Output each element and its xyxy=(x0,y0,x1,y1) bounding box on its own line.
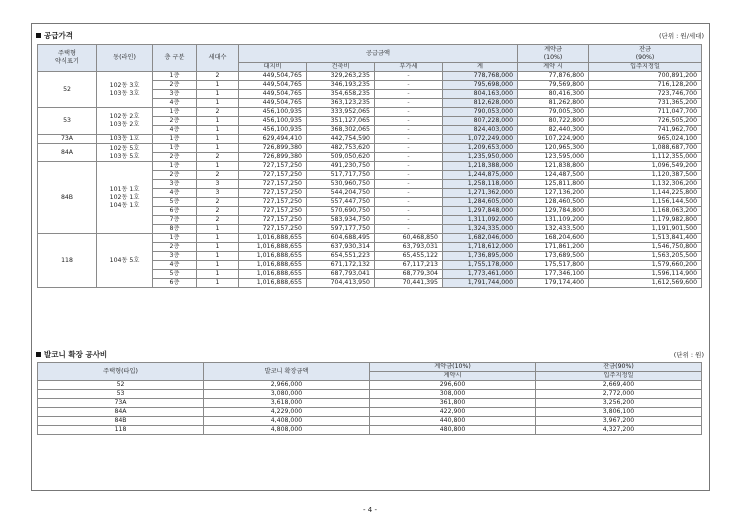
building-label: 103동 2호 xyxy=(109,121,140,128)
section1-unit: (단위 : 원/세대) xyxy=(659,32,704,40)
type-cell: 118 xyxy=(38,234,97,288)
cell: 570,690,750 xyxy=(307,207,375,216)
cell: 52 xyxy=(38,381,204,390)
cell: - xyxy=(375,108,443,117)
table-row xyxy=(38,135,702,144)
cell: 1,235,950,000 xyxy=(443,153,518,162)
cell: 129,784,800 xyxy=(518,207,589,216)
header-vat: 부가세 xyxy=(375,63,443,72)
cell: 1,596,114,900 xyxy=(589,270,702,279)
cell: 1,218,388,000 xyxy=(443,162,518,171)
header-building: 동(라인) xyxy=(97,45,153,72)
cell: 3,806,100 xyxy=(536,408,702,417)
cell: 637,930,314 xyxy=(307,243,375,252)
cell: 60,468,850 xyxy=(375,234,443,243)
table-row xyxy=(38,72,702,81)
cell: 2층 xyxy=(153,117,197,126)
cell: 700,891,200 xyxy=(589,72,702,81)
cell: - xyxy=(375,189,443,198)
cell: 2층 xyxy=(153,81,197,90)
table-row xyxy=(38,399,702,408)
cell: 1,546,750,800 xyxy=(589,243,702,252)
cell: 1층 xyxy=(153,135,197,144)
cell: 795,698,000 xyxy=(443,81,518,90)
cell: 711,047,700 xyxy=(589,108,702,117)
type-cell: 84A xyxy=(38,144,97,162)
header-b-amount: 발코니 확장금액 xyxy=(204,363,370,381)
header-land: 대지비 xyxy=(239,63,307,72)
cell: 790,053,000 xyxy=(443,108,518,117)
cell: 3,618,000 xyxy=(204,399,370,408)
table-row xyxy=(38,390,702,399)
building-label: 104동 5호 xyxy=(109,256,140,264)
cell: 2층 xyxy=(153,171,197,180)
cell: 73A xyxy=(38,399,204,408)
cell: 2 xyxy=(197,108,239,117)
cell: - xyxy=(375,207,443,216)
cell: - xyxy=(375,216,443,225)
cell: 687,793,041 xyxy=(307,270,375,279)
header-floor: 층 구분 xyxy=(153,45,197,72)
building-label: 102동 1호 xyxy=(109,193,140,201)
cell: 4층 xyxy=(153,261,197,270)
type-cell: 52 xyxy=(38,72,97,108)
cell: 731,365,200 xyxy=(589,99,702,108)
cell: 4층 xyxy=(153,189,197,198)
header-b-deposit-sub: 계약시 xyxy=(370,372,536,381)
building-label: 101동 1호 xyxy=(109,185,140,193)
cell: 517,717,750 xyxy=(307,171,375,180)
bullet-square-icon xyxy=(36,33,41,38)
cell: 132,433,500 xyxy=(518,225,589,234)
cell: 449,504,765 xyxy=(239,90,307,99)
cell: 482,753,620 xyxy=(307,144,375,153)
cell: - xyxy=(375,135,443,144)
cell: 80,722,800 xyxy=(518,117,589,126)
cell: - xyxy=(375,90,443,99)
cell: 1 xyxy=(197,243,239,252)
cell: 1 xyxy=(197,261,239,270)
header-units: 세대수 xyxy=(197,45,239,72)
cell: 1,096,549,200 xyxy=(589,162,702,171)
cell: - xyxy=(375,72,443,81)
cell: 2층 xyxy=(153,153,197,162)
table-row xyxy=(38,426,702,435)
header-bldg: 건축비 xyxy=(307,63,375,72)
cell: 1 xyxy=(197,270,239,279)
building-label: 102동 2호 xyxy=(109,113,140,120)
cell: 125,811,800 xyxy=(518,180,589,189)
cell: 84B xyxy=(38,417,204,426)
cell: 671,172,132 xyxy=(307,261,375,270)
cell: 1 xyxy=(197,144,239,153)
cell: 2,669,400 xyxy=(536,381,702,390)
cell: - xyxy=(375,81,443,90)
cell: 124,487,500 xyxy=(518,171,589,180)
cell: 65,455,122 xyxy=(375,252,443,261)
cell: 449,504,765 xyxy=(239,81,307,90)
section1-title xyxy=(36,30,73,41)
cell: 123,595,000 xyxy=(518,153,589,162)
cell: 812,628,000 xyxy=(443,99,518,108)
cell: 1,209,653,000 xyxy=(443,144,518,153)
cell: 530,960,750 xyxy=(307,180,375,189)
cell: 1 xyxy=(197,225,239,234)
cell: 1,271,362,000 xyxy=(443,189,518,198)
cell: 1,682,046,000 xyxy=(443,234,518,243)
cell: 741,962,700 xyxy=(589,126,702,135)
cell: - xyxy=(375,162,443,171)
cell: 1,072,249,000 xyxy=(443,135,518,144)
cell: 1,112,355,000 xyxy=(589,153,702,162)
header-b-deposit: 계약금(10%) xyxy=(370,363,536,372)
cell: - xyxy=(375,198,443,207)
cell: 3 xyxy=(197,189,239,198)
cell: 456,100,935 xyxy=(239,117,307,126)
cell: 1,579,660,200 xyxy=(589,261,702,270)
cell: 79,005,300 xyxy=(518,108,589,117)
cell: 727,157,250 xyxy=(239,171,307,180)
building-cell xyxy=(97,234,153,288)
cell: 84A xyxy=(38,408,204,417)
cell: 1,016,888,655 xyxy=(239,261,307,270)
cell: 127,136,200 xyxy=(518,189,589,198)
building-label: 102동 5호 xyxy=(109,144,140,152)
cell: 82,440,300 xyxy=(518,126,589,135)
cell: 1,297,848,000 xyxy=(443,207,518,216)
cell: 1,191,901,500 xyxy=(589,225,702,234)
cell: 1 xyxy=(197,162,239,171)
cell: 2 xyxy=(197,207,239,216)
cell: 1,755,178,000 xyxy=(443,261,518,270)
cell: 1,016,888,655 xyxy=(239,252,307,261)
header-total: 계 xyxy=(443,63,518,72)
cell: 1,179,982,800 xyxy=(589,216,702,225)
table-row xyxy=(38,381,702,390)
cell: 604,688,495 xyxy=(307,234,375,243)
cell: 121,838,800 xyxy=(518,162,589,171)
cell: 449,504,765 xyxy=(239,72,307,81)
cell: 1,773,461,000 xyxy=(443,270,518,279)
cell: 1층 xyxy=(153,162,197,171)
header-balance-sub: 입주지정일 xyxy=(589,63,702,72)
cell: 168,204,600 xyxy=(518,234,589,243)
cell: 1,016,888,655 xyxy=(239,243,307,252)
building-label: 104동 1호 xyxy=(109,201,140,209)
cell: 4,327,200 xyxy=(536,426,702,435)
building-label: 103동 1호 xyxy=(109,135,140,142)
cell: 1,258,118,000 xyxy=(443,180,518,189)
cell: 583,934,750 xyxy=(307,216,375,225)
building-cell xyxy=(97,162,153,234)
cell: 6층 xyxy=(153,207,197,216)
cell: 1 xyxy=(197,279,239,288)
cell: 70,441,395 xyxy=(375,279,443,288)
table-row xyxy=(38,162,702,171)
cell: 1,513,841,400 xyxy=(589,234,702,243)
cell: 824,403,000 xyxy=(443,126,518,135)
cell: 727,157,250 xyxy=(239,162,307,171)
cell: - xyxy=(375,144,443,153)
cell: 1층 xyxy=(153,234,197,243)
cell: 128,460,500 xyxy=(518,198,589,207)
cell: 1,324,335,000 xyxy=(443,225,518,234)
cell: - xyxy=(375,171,443,180)
cell: 2 xyxy=(197,198,239,207)
section2-title-text: 발코니 확장 공사비 xyxy=(44,350,108,359)
cell: - xyxy=(375,126,443,135)
cell: 67,117,213 xyxy=(375,261,443,270)
cell: 1,132,306,200 xyxy=(589,180,702,189)
cell: 480,800 xyxy=(370,426,536,435)
cell: 120,965,300 xyxy=(518,144,589,153)
cell: 354,658,235 xyxy=(307,90,375,99)
cell: 1,563,205,500 xyxy=(589,252,702,261)
cell: 3,256,200 xyxy=(536,399,702,408)
table-row xyxy=(38,234,702,243)
cell: 79,569,800 xyxy=(518,81,589,90)
type-cell: 73A xyxy=(38,135,97,144)
type-cell: 53 xyxy=(38,108,97,135)
table-row xyxy=(38,408,702,417)
cell: 1층 xyxy=(153,108,197,117)
cell: 1,311,092,000 xyxy=(443,216,518,225)
building-label: 102동 3호 xyxy=(109,81,140,89)
cell: 422,900 xyxy=(370,408,536,417)
building-label: 103동 5호 xyxy=(109,152,140,160)
cell: 727,157,250 xyxy=(239,198,307,207)
building-cell xyxy=(97,72,153,108)
cell: 118 xyxy=(38,426,204,435)
cell: 308,000 xyxy=(370,390,536,399)
table-row xyxy=(38,108,702,117)
cell: 296,600 xyxy=(370,381,536,390)
cell: 597,177,750 xyxy=(307,225,375,234)
cell: 1 xyxy=(197,99,239,108)
building-label: 103동 3호 xyxy=(109,89,140,97)
cell: - xyxy=(375,180,443,189)
cell: 704,413,950 xyxy=(307,279,375,288)
cell: 1 xyxy=(197,81,239,90)
cell: 4,808,000 xyxy=(204,426,370,435)
type-cell: 84B xyxy=(38,162,97,234)
cell: 491,230,750 xyxy=(307,162,375,171)
cell: 351,127,065 xyxy=(307,117,375,126)
cell: 629,494,410 xyxy=(239,135,307,144)
section2-title xyxy=(36,349,107,360)
cell: 5층 xyxy=(153,270,197,279)
cell: 179,174,400 xyxy=(518,279,589,288)
cell: 3층 xyxy=(153,90,197,99)
cell: 723,746,700 xyxy=(589,90,702,99)
header-b-balance-sub: 입주지정일 xyxy=(536,372,702,381)
cell: 716,128,200 xyxy=(589,81,702,90)
cell: 53 xyxy=(38,390,204,399)
cell: 363,123,235 xyxy=(307,99,375,108)
cell: 1 xyxy=(197,234,239,243)
cell: 1 xyxy=(197,117,239,126)
cell: 63,793,031 xyxy=(375,243,443,252)
bullet-square-icon xyxy=(36,352,41,357)
cell: 1,156,144,500 xyxy=(589,198,702,207)
cell: 7층 xyxy=(153,216,197,225)
section1-title-text: 공급가격 xyxy=(44,31,73,40)
cell: 456,100,935 xyxy=(239,126,307,135)
cell: 1,284,605,000 xyxy=(443,198,518,207)
cell: 1,791,744,000 xyxy=(443,279,518,288)
cell: 1,016,888,655 xyxy=(239,234,307,243)
cell: 81,262,800 xyxy=(518,99,589,108)
cell: 173,689,500 xyxy=(518,252,589,261)
cell: 2 xyxy=(197,153,239,162)
cell: 77,876,800 xyxy=(518,72,589,81)
cell: 333,952,065 xyxy=(307,108,375,117)
cell: 509,050,620 xyxy=(307,153,375,162)
cell: 3층 xyxy=(153,252,197,261)
header-deposit: 계약금 (10%) xyxy=(518,45,589,63)
cell: 442,754,590 xyxy=(307,135,375,144)
header-deposit-sub: 계약 시 xyxy=(518,63,589,72)
cell: 368,302,065 xyxy=(307,126,375,135)
page-number: - 4 - xyxy=(363,506,377,514)
cell: 4층 xyxy=(153,126,197,135)
cell: 449,504,765 xyxy=(239,99,307,108)
cell: 131,109,200 xyxy=(518,216,589,225)
cell: - xyxy=(375,117,443,126)
cell: 3 xyxy=(197,180,239,189)
cell: 807,228,000 xyxy=(443,117,518,126)
cell: 2,772,000 xyxy=(536,390,702,399)
cell: 107,224,900 xyxy=(518,135,589,144)
cell: 2 xyxy=(197,171,239,180)
cell: 727,157,250 xyxy=(239,225,307,234)
cell: 727,157,250 xyxy=(239,216,307,225)
building-cell xyxy=(97,135,153,144)
cell: - xyxy=(375,225,443,234)
cell: 2층 xyxy=(153,243,197,252)
header-supply: 공급금액 xyxy=(239,45,518,63)
cell: 175,517,800 xyxy=(518,261,589,270)
cell: 1,016,888,655 xyxy=(239,279,307,288)
cell: 1층 xyxy=(153,144,197,153)
cell: 1 xyxy=(197,126,239,135)
cell: 1,244,875,000 xyxy=(443,171,518,180)
cell: 1,120,387,500 xyxy=(589,171,702,180)
supply-price-table xyxy=(37,44,702,288)
cell: 544,204,750 xyxy=(307,189,375,198)
balcony-table xyxy=(37,362,702,435)
cell: 6층 xyxy=(153,279,197,288)
cell: 654,551,223 xyxy=(307,252,375,261)
cell: 2 xyxy=(197,72,239,81)
header-type: 주택형 약식표기 xyxy=(38,45,97,72)
cell: 726,899,380 xyxy=(239,144,307,153)
cell: 8층 xyxy=(153,225,197,234)
cell: 3,080,000 xyxy=(204,390,370,399)
cell: 1 xyxy=(197,135,239,144)
building-cell xyxy=(97,144,153,162)
cell: 80,416,300 xyxy=(518,90,589,99)
cell: 557,447,750 xyxy=(307,198,375,207)
header-b-type: 주택형(타입) xyxy=(38,363,204,381)
cell: 4,229,000 xyxy=(204,408,370,417)
cell: 1 xyxy=(197,252,239,261)
cell: 1,736,895,000 xyxy=(443,252,518,261)
cell: 5층 xyxy=(153,198,197,207)
cell: 1,718,612,000 xyxy=(443,243,518,252)
cell: 2,966,000 xyxy=(204,381,370,390)
cell: 1 xyxy=(197,90,239,99)
cell: - xyxy=(375,99,443,108)
cell: 2 xyxy=(197,216,239,225)
cell: 726,505,200 xyxy=(589,117,702,126)
cell: 440,800 xyxy=(370,417,536,426)
cell: 4,408,000 xyxy=(204,417,370,426)
cell: 1,144,225,800 xyxy=(589,189,702,198)
section2-unit: (단위 : 원) xyxy=(673,351,704,359)
cell: 68,779,304 xyxy=(375,270,443,279)
header-balance: 잔금 (90%) xyxy=(589,45,702,63)
cell: 965,024,100 xyxy=(589,135,702,144)
cell: 727,157,250 xyxy=(239,189,307,198)
cell: 346,193,235 xyxy=(307,81,375,90)
cell: 329,263,235 xyxy=(307,72,375,81)
cell: 727,157,250 xyxy=(239,207,307,216)
cell: 171,861,200 xyxy=(518,243,589,252)
cell: 361,800 xyxy=(370,399,536,408)
cell: 1,612,569,600 xyxy=(589,279,702,288)
cell: 3,967,200 xyxy=(536,417,702,426)
cell: 778,768,000 xyxy=(443,72,518,81)
cell: 726,899,380 xyxy=(239,153,307,162)
cell: 727,157,250 xyxy=(239,180,307,189)
cell: 456,100,935 xyxy=(239,108,307,117)
building-cell xyxy=(97,108,153,135)
cell: 3층 xyxy=(153,180,197,189)
cell: - xyxy=(375,153,443,162)
table-row xyxy=(38,144,702,153)
cell: 4층 xyxy=(153,99,197,108)
header-b-balance: 잔금(90%) xyxy=(536,363,702,372)
cell: 804,163,000 xyxy=(443,90,518,99)
cell: 1,168,063,200 xyxy=(589,207,702,216)
cell: 177,346,100 xyxy=(518,270,589,279)
table-row xyxy=(38,417,702,426)
cell: 1,016,888,655 xyxy=(239,270,307,279)
cell: 1,088,687,700 xyxy=(589,144,702,153)
cell: 1층 xyxy=(153,72,197,81)
